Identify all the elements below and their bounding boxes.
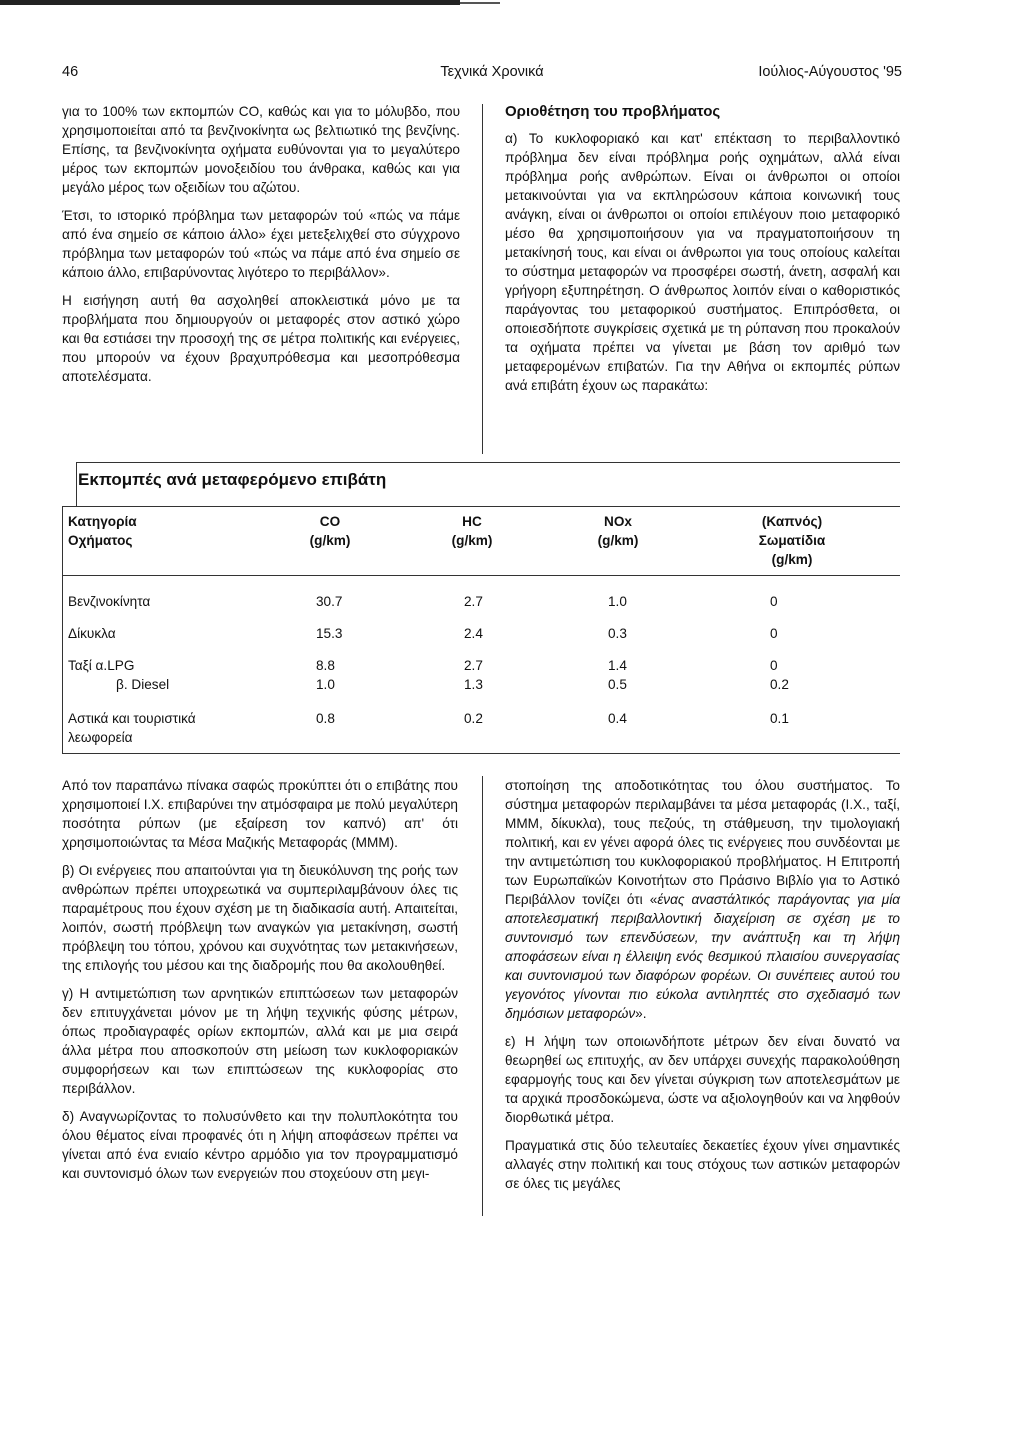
text-run: στοποίηση της αποδοτικότητας του όλου συστήματος. Το σύστημα μεταφορών περιλαμβάνει τα μέσα μεταφοράς (Ι.Χ., ταξί, ΜΜΜ, δίκυκλα), τους πεζούς, τη στάθμευση, την τιμολογιακή πολιτική, και εν γένει αφορά όλες τις ενέργειες που συνδέονται με την αντιμετώπιση του κυκλοφοριακού προβλήματος. Η Επιτροπή των Ευρωπαϊκών Κοινοτήτων στο Πράσινο Βιβλίο για το Αστικό Περιβάλλον τονίζει ότι « [505,778,900,907]
column-divider [482,776,483,1216]
cell-hc: 0.2 [464,711,483,726]
cell-hc: 1.3 [464,677,483,692]
cell-hc: 2.7 [464,658,483,673]
row-label: Βενζινοκίνητα [68,594,151,609]
title-rule [62,506,900,507]
cell-co: 30.7 [316,594,343,609]
paragraph-with-quote [505,776,900,1023]
cell-co: 1.0 [316,677,335,692]
scan-top-border-tail [460,2,500,4]
header-pm: (Καπνός) [761,514,823,529]
bottom-left-column [62,776,458,1192]
paragraph: α) Το κυκλοφοριακό και κατ' επέκταση το περιβαλλοντικό πρόβλημα δεν είναι πρόβλημα ροής οχημάτων, αλλά είναι πρόβλημα ροής ανθρώπων. Είναι οι άνθρωποι οι οποίοι μετακινούνται για να εκπληρώσουν κάποια κοινωνική τους ανάγκη, είναι οι άνθρωποι οι οποίοι επιλέγουν ποιο μεταφορικό μέσο θα χρησιμοποιήσουν για να πραγματοποιήσουν τη μετακίνησή τους, και είναι οι άνθρωποι για τους οποίους καλείται το σύστημα μεταφορών να προσφέρει σωστή, άνετη, ασφαλή και γρήγορη εξυπηρέτηση. Ο άνθρωπος λοιπόν είναι ο καθοριστικός παράγοντας του μεταφορικού συστήματος. Επιπρόσθετα, οι οποιεσδήποτε συγκρίσεις σχετικά με τη ρύπανση που προκαλούν τα οχήματα πρέπει να γίνεται με βάση τον αριθμό των μεταφερομένων επιβατών. Για την Αθήνα οι εκπομπές ρύπων ανά επιβάτη έχουν ως παρακάτω: [505,131,900,393]
table-title: Εκπομπές ανά μεταφερόμενο επιβάτη [78,470,387,489]
table-left-border [62,506,63,754]
table-bottom-rule [62,753,900,754]
issue-date: Ιούλιος-Αύγουστος '95 [758,64,902,80]
paragraph: δ) Αναγνωρίζοντας το πολυσύνθετο και την πολυπλοκότητα του όλου θέματος είναι προφανές ότι η λήψη αποφάσεων πρέπει να γίνεται από ένα ενιαίο κέντρο αρμόδιο για τον προγραμματισμό και συντονισμό όλων των ενεργειών που στοχεύουν στη μεγι- [62,1109,458,1181]
header-pm-unit: (g/km) [771,552,813,567]
title-box-left [76,462,77,506]
header-category-2: Οχήματος [68,533,133,548]
page-number: 46 [62,64,79,80]
cell-nox: 1.0 [608,594,627,609]
row-label: Αστικά και τουριστικά [68,711,196,726]
cell-co: 0.8 [316,711,335,726]
paragraph: Η εισήγηση αυτή θα ασχοληθεί αποκλειστικά μόνο με τα προβλήματα που δημιουργούν οι μεταφορές στον αστικό χώρο και θα εστιάσει την προσοχή της σε μέτρα πολιτικής και ενέργειες, που μπορούν να έχουν βραχυπρόθεσμα και μεσοπρόθεσμα αποτελέσματα. [62,293,460,384]
scan-top-border [0,0,460,5]
header-co: CO [319,514,341,529]
top-right-column [505,102,900,404]
paragraph: για το 100% των εκπομπών CO, καθώς και για το μόλυβδο, που χρησιμοποιείται από τα βενζινοκίνητα ως βελτιωτικό της βενζίνης. Επίσης, τα βενζινοκίνητα οχήματα ευθύνονται για το μεγαλύτερο μέρος των εκπομπών μονοξειδίου του άνθρακα, καθώς και για μεγάλο μέρος των οξειδίων του αζώτου. [62,104,460,195]
cell-pm: 0.1 [770,711,789,726]
header-co-unit: (g/km) [309,533,351,548]
text-run: ». [635,1006,647,1021]
journal-title: Τεχνικά Χρονικά [440,64,544,80]
bottom-right-column [505,776,900,1202]
page-header [62,64,902,88]
cell-nox: 0.5 [608,677,627,692]
paragraph: γ) Η αντιμετώπιση των αρνητικών επιπτώσεων των μεταφορών δεν επιτυγχάνεται μόνον με τη λήψη τεχνικής φύσης μέτρων, όπως προδιαγραφές ορίων εκπομπών, αλλά και με μια σειρά άλλα μέτρα που αποσκοπούν στη μείωση των κυκλοφοριακών συμφορήσεων και των επιπτώσεων της κυκλοφορίας στο περιβάλλον. [62,986,458,1096]
cell-co: 15.3 [316,626,343,641]
header-nox: NOx [604,514,632,529]
cell-co: 8.8 [316,658,335,673]
table-top-rule [76,462,900,463]
cell-pm: 0 [770,626,778,641]
row-label: Ταξί α.LPG [68,658,135,673]
header-nox-unit: (g/km) [597,533,639,548]
cell-pm: 0.2 [770,677,789,692]
paragraph: Από τον παραπάνω πίνακα σαφώς προκύπτει ότι ο επιβάτης που χρησιμοποιεί Ι.Χ. επιβαρύνει την ατμόσφαιρα με πολύ μεγαλύτερη ποσότητα ρύπων (με εξαίρεση τον καπνό) απ' ότι χρησιμοποιώντας τα Μέσα Μαζικής Μεταφοράς (ΜΜΜ). [62,778,458,850]
emissions-table [62,462,900,754]
paragraph: Έτσι, το ιστορικό πρόβλημα των μεταφορών τού «πώς να πάμε από ένα σημείο σε κάποιο άλλο» έχει μετεξελιχθεί στο σύγχρονο πρόβλημα των μεταφορών τού «πώς να πάμε από ένα σημείο σε κάποιο άλλο, επιβαρύνοντας λιγότερο το περιβάλλον». [62,208,460,280]
cell-nox: 0.3 [608,626,627,641]
row-label: β. Diesel [116,677,170,692]
cell-nox: 1.4 [608,658,627,673]
header-hc-unit: (g/km) [451,533,493,548]
paragraph: β) Οι ενέργειες που απαιτούνται για τη διευκόλυνση της ροής των ανθρώπων πρέπει υποχρεωτικά να συμπεριλαμβάνουν όλες τις παραμέτρους που έχουν σχέση με τη διαδικασία αυτή. Απαιτείται, λοιπόν, σωστή πρόβλεψη των αναγκών για μετακίνηση, σωστή πρόβλεψη του τόπου, χρόνου και συχνότητας των μετακινήσεων, της επιλογής του μέσου και της διαδρομής που θα ακολουθηθεί. [62,863,458,973]
cell-pm: 0 [770,594,778,609]
paragraph: Πραγματικά στις δύο τελευταίες δεκαετίες έχουν γίνει σημαντικές αλλαγές στην πολιτική και τους στόχους των αστικών μεταφορών σε όλες τις μεγάλες [505,1138,900,1191]
quoted-text: ένας αναστάλτικός παράγοντας για μία αποτελεσματική περιβαλλοντική διαχείριση σε σχέση με το συντονισμό των επενδύσεων, την ανάπτυξη και τη λήψη αποφάσεων είναι η έλλειψη ενός θεσμικού πλαισίου συνεργασίας και συντονισμού των διαφόρων φορέων. Οι συνέπειες αυτού του γεγονότος γίνονται πιο εύκολα αντιληπτές στο σχεδιασμό των δημόσιων μεταφορών [505,892,900,1021]
top-left-column [62,102,460,395]
header-pm-2: Σωματίδια [758,533,826,548]
header-hc: HC [462,514,482,529]
cell-nox: 0.4 [608,711,627,726]
header-rule [62,575,900,576]
cell-hc: 2.7 [464,594,483,609]
row-label-cont: λεωφορεία [68,730,133,745]
cell-hc: 2.4 [464,626,483,641]
column-divider [482,104,483,454]
row-label: Δίκυκλα [68,626,116,641]
section-heading: Οριοθέτηση του προβλήματος [505,103,721,120]
header-category-1: Κατηγορία [68,514,137,529]
paragraph: ε) Η λήψη των οποιωνδήποτε μέτρων δεν είναι δυνατό να θεωρηθεί ως επιτυχής, αν δεν υπάρχει συνεχής παρακολούθηση εφαρμογής τους και δεν γίνεται σύγκριση των αποτελεσμάτων με τα αρχικά προσδοκώμενα, ώστε να αξιολογηθούν και να ληφθούν διορθωτικά μέτρα. [505,1034,900,1125]
cell-pm: 0 [770,658,778,673]
